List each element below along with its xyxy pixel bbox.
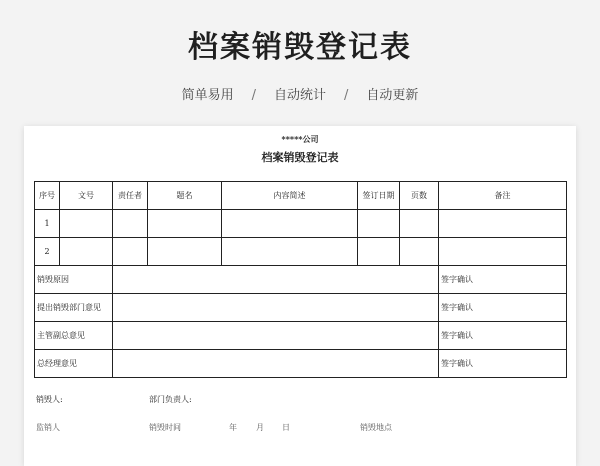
header-cell: 题名 [148, 182, 222, 210]
feature-separator: / [344, 88, 349, 103]
header-cell: 页数 [400, 182, 439, 210]
header-cell: 备注 [439, 182, 567, 210]
company-name: *****公司 [281, 134, 319, 144]
header-cell: 签订日期 [358, 182, 400, 210]
table-cell[interactable] [439, 238, 567, 266]
table-cell[interactable] [358, 238, 400, 266]
opinion-label: 主管副总意见 [35, 322, 113, 350]
feature-easy: 简单易用 [181, 88, 234, 103]
feature-separator: / [251, 88, 256, 103]
table-cell[interactable] [222, 210, 358, 238]
opinion-row-reason [35, 266, 567, 294]
table-cell[interactable] [113, 238, 148, 266]
opinion-label: 销毁原因 [35, 266, 113, 294]
supervisor-label: 监销人 [36, 423, 60, 432]
opinion-field[interactable] [113, 322, 439, 350]
document-title: 档案销毁登记表 [261, 151, 339, 164]
feature-list [0, 84, 600, 103]
table-header-row [35, 182, 567, 210]
table-cell[interactable] [358, 210, 400, 238]
header-cell: 责任者 [113, 182, 148, 210]
table-cell[interactable] [400, 210, 439, 238]
page-title: 档案销毁登记表 [188, 30, 412, 65]
opinion-field[interactable] [113, 294, 439, 322]
feature-auto-update: 自动更新 [366, 88, 419, 103]
header-cell: 文号 [60, 182, 113, 210]
sign-confirm: 签字确认 [439, 322, 567, 350]
sign-confirm: 签字确认 [439, 266, 567, 294]
table-cell[interactable] [148, 238, 222, 266]
header-cell: 序号 [35, 182, 60, 210]
opinion-label: 提出销毁部门意见 [35, 294, 113, 322]
table-cell[interactable] [222, 238, 358, 266]
opinion-row-dept [35, 294, 567, 322]
destroy-time-label: 销毁时间 [149, 423, 181, 432]
table-cell[interactable] [60, 210, 113, 238]
year-label: 年 [229, 423, 237, 432]
row-number: 2 [35, 238, 60, 266]
table-row [35, 210, 567, 238]
opinion-field[interactable] [113, 266, 439, 294]
opinion-field[interactable] [113, 350, 439, 378]
sign-confirm: 签字确认 [439, 350, 567, 378]
document-sheet [24, 126, 576, 466]
table-cell[interactable] [439, 210, 567, 238]
table-cell[interactable] [400, 238, 439, 266]
register-table [34, 181, 567, 378]
opinion-row-gm [35, 350, 567, 378]
table-cell[interactable] [148, 210, 222, 238]
destroyer-label: 销毁人: [36, 395, 63, 404]
month-label: 月 [256, 423, 264, 432]
destroy-place-label: 销毁地点 [360, 423, 392, 432]
opinion-label: 总经理意见 [35, 350, 113, 378]
sign-confirm: 签字确认 [439, 294, 567, 322]
table-cell[interactable] [113, 210, 148, 238]
feature-auto-stats: 自动统计 [273, 88, 326, 103]
opinion-row-vp [35, 322, 567, 350]
table-cell[interactable] [60, 238, 113, 266]
row-number: 1 [35, 210, 60, 238]
table-row [35, 238, 567, 266]
dept-head-label: 部门负责人: [149, 395, 192, 404]
day-label: 日 [282, 423, 290, 432]
header-cell: 内容简述 [222, 182, 358, 210]
